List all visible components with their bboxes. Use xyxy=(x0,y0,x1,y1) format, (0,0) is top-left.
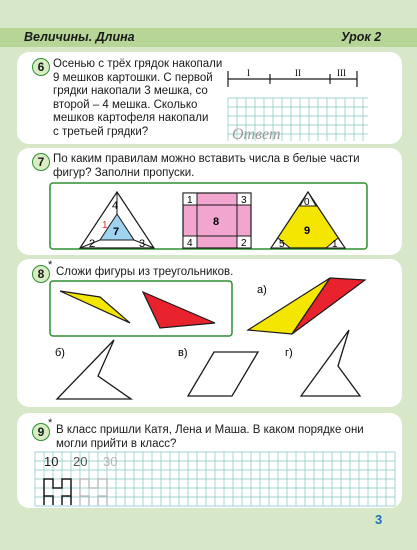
triangle-1-left: 1 xyxy=(102,220,108,231)
header-lesson: Урок 2 xyxy=(341,30,382,44)
figure-label-b: б) xyxy=(55,347,65,359)
tracing-number-3: 30 xyxy=(103,454,118,469)
triangle-1-bottom-left: 2 xyxy=(89,238,96,250)
figure-label-a: а) xyxy=(257,284,267,296)
tracing-pattern xyxy=(44,479,107,505)
task-9-star: * xyxy=(48,417,53,429)
page-number: 3 xyxy=(375,512,383,527)
yellow-triangle xyxy=(60,291,130,323)
task-8-number: 8 xyxy=(32,265,50,283)
task-9-text: В класс пришли Катя, Лена и Маша. В каком порядке они могли прийти в класс? xyxy=(56,424,364,450)
task-6-text: Осенью с трёх грядок накопали 9 мешков картошки. С первой грядки накопали 3 мешка, со второй – 4 мешка. Сколько мешков картофеля накопали с третьей грядки? xyxy=(53,58,223,138)
triangle-2-bottom-left: 5 xyxy=(279,239,285,250)
outline-figure-v xyxy=(188,352,258,396)
outline-figure-b xyxy=(57,340,131,399)
task-8-triangles-frame xyxy=(50,281,232,336)
task-8-star: * xyxy=(48,259,53,271)
task-8-text: Сложи фигуры из треугольников. xyxy=(56,266,234,278)
square-center: 8 xyxy=(213,216,220,228)
tracing-numbers xyxy=(44,454,117,469)
square-bottom-left: 4 xyxy=(187,238,193,249)
triangle-1-bottom-right: 3 xyxy=(139,238,146,250)
figure-label-g: г) xyxy=(285,347,293,359)
triangle-1-top: 4 xyxy=(112,200,119,212)
red-triangle xyxy=(143,292,215,328)
square-top-left: 1 xyxy=(187,195,193,206)
segment-label-2: II xyxy=(295,68,301,78)
task-6-number: 6 xyxy=(32,58,50,76)
outline-figure-g xyxy=(301,330,360,396)
square-bottom-right: 2 xyxy=(241,238,247,249)
tracing-number-2: 20 xyxy=(73,454,88,469)
square-top-right: 3 xyxy=(241,195,247,206)
triangle-2-top: 0 xyxy=(304,197,310,208)
task-7-text: По каким правилам можно вставить числа в белые части фигур? Заполни пропуски. xyxy=(53,153,360,179)
triangle-2-center: 9 xyxy=(304,225,311,237)
triangle-1-center: 7 xyxy=(113,226,120,238)
figure-label-v: в) xyxy=(178,347,188,359)
answer-word: Ответ xyxy=(232,126,281,143)
task-7-number: 7 xyxy=(32,153,50,171)
header-topic: Величины. Длина xyxy=(24,30,135,44)
segment-label-1: I xyxy=(247,68,250,78)
task-9-number: 9 xyxy=(32,423,50,441)
triangle-2-bottom-right: 1 xyxy=(332,239,338,250)
tracing-number-1: 10 xyxy=(44,454,59,469)
segment-label-3: III xyxy=(337,68,346,78)
